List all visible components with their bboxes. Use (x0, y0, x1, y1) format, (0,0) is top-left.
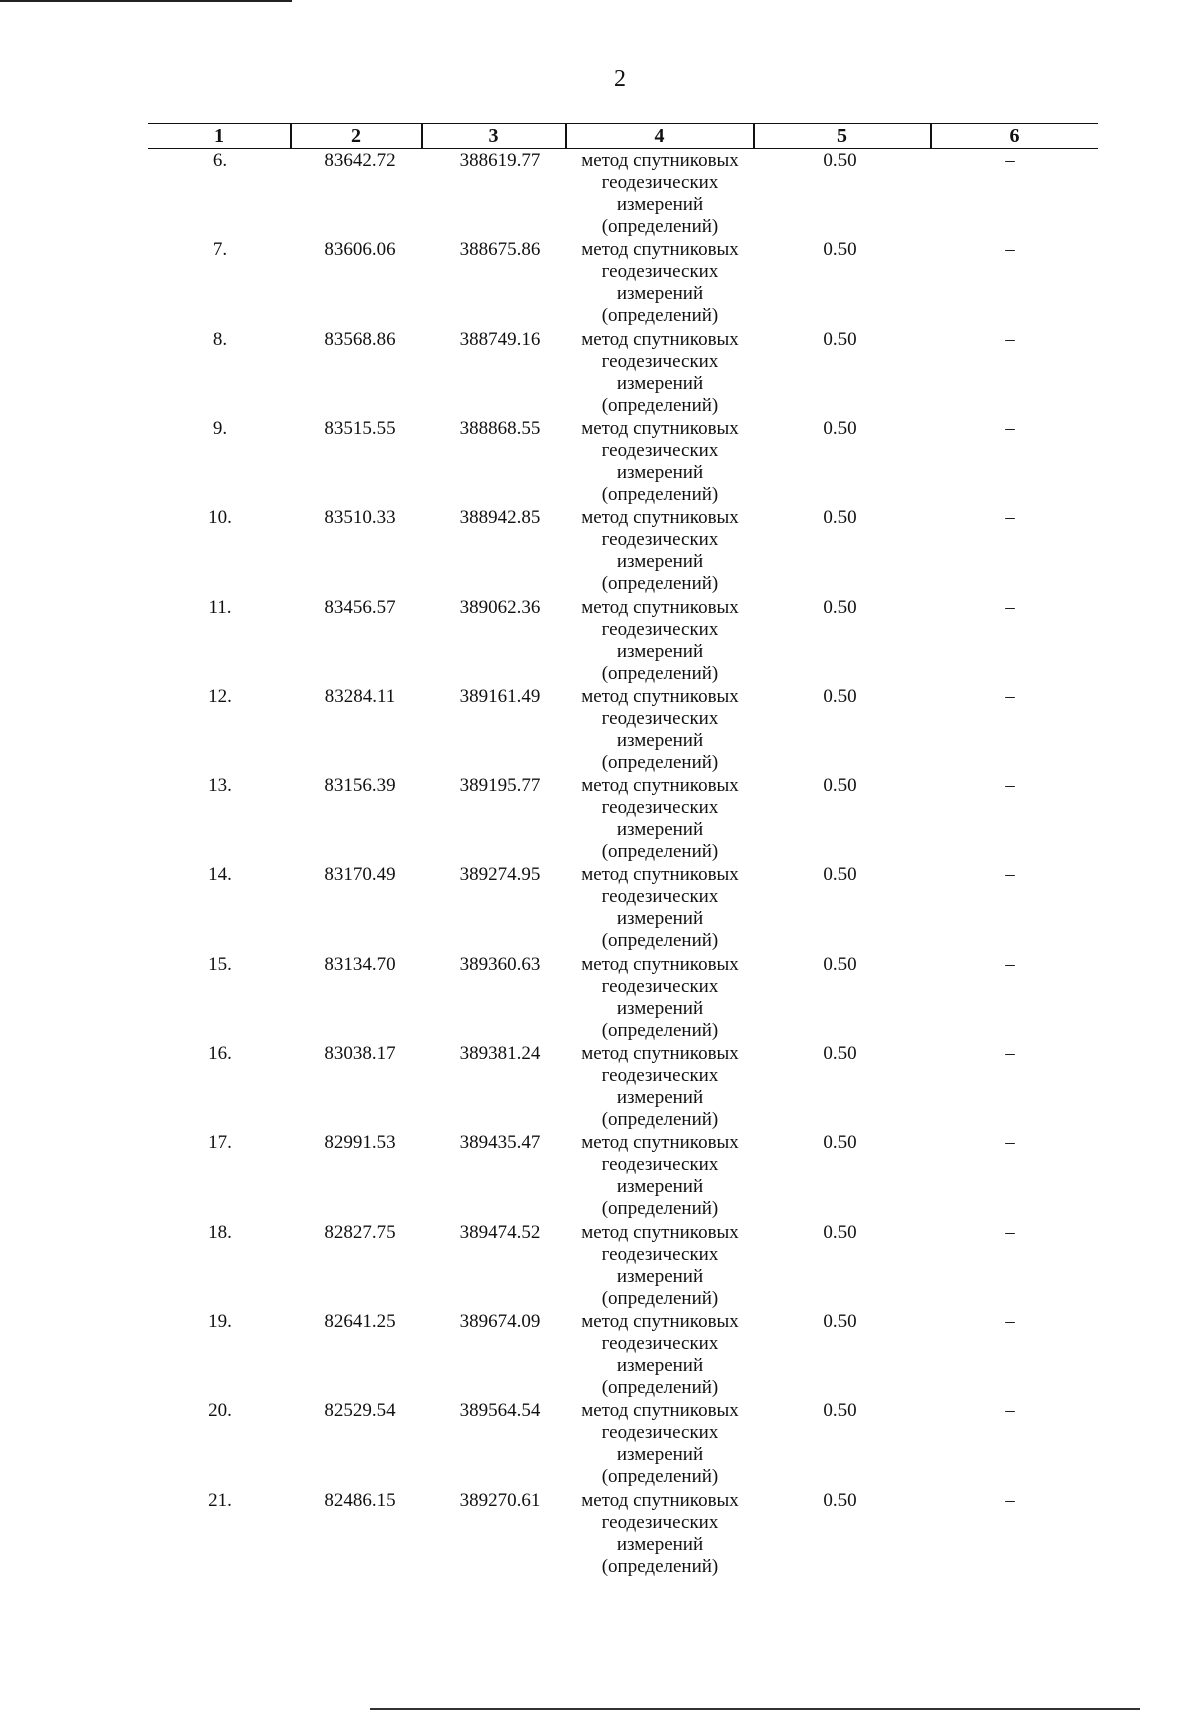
method-description (560, 1222, 760, 1310)
method-line: измерений (616, 908, 704, 929)
method-line: (определений) (601, 305, 719, 326)
method-line: (определений) (601, 1288, 719, 1309)
accuracy-value: 0.50 (823, 775, 857, 796)
method-line: геодезических (601, 261, 719, 282)
coordinate-x: 83156.39 (324, 775, 396, 796)
method-line: (определений) (601, 752, 719, 773)
method-line: (определений) (601, 573, 719, 594)
table-row (0, 416, 1200, 505)
accuracy-value: 0.50 (823, 1132, 857, 1153)
method-line: измерений (616, 373, 704, 394)
method-line: (определений) (601, 1466, 719, 1487)
coordinate-x: 82486.15 (324, 1490, 396, 1511)
coordinate-x: 83284.11 (324, 686, 396, 707)
method-line: метод спутниковых (581, 1400, 739, 1421)
method-line: метод спутниковых (581, 954, 739, 975)
scan-edge-line-top (0, 0, 292, 2)
method-line: метод спутниковых (581, 150, 739, 171)
row-number: 8. (212, 329, 228, 350)
coordinate-y: 389474.52 (459, 1222, 541, 1243)
table-row (0, 684, 1200, 773)
accuracy-value: 0.50 (823, 1043, 857, 1064)
method-line: геодезических (601, 886, 719, 907)
method-description (560, 686, 760, 774)
table-row (0, 1309, 1200, 1398)
accuracy-value: 0.50 (823, 864, 857, 885)
row-number: 12. (208, 686, 232, 707)
coordinate-x: 83510.33 (324, 507, 396, 528)
method-line: геодезических (601, 1333, 719, 1354)
coordinate-x: 83568.86 (324, 329, 396, 350)
method-line: измерений (616, 1444, 704, 1465)
accuracy-value: 0.50 (823, 1400, 857, 1421)
method-description (560, 150, 760, 238)
method-line: измерений (616, 462, 704, 483)
table-row (0, 595, 1200, 684)
method-line: метод спутниковых (581, 1132, 739, 1153)
row-number: 18. (208, 1222, 232, 1243)
coordinate-y: 388619.77 (459, 150, 541, 171)
method-line: геодезических (601, 172, 719, 193)
method-description (560, 1311, 760, 1399)
note-dash: – (1005, 1132, 1015, 1153)
method-description (560, 775, 760, 863)
method-line: метод спутниковых (581, 597, 739, 618)
note-dash: – (1005, 864, 1015, 885)
method-line: измерений (616, 1355, 704, 1376)
column-header-3: 3 (488, 125, 499, 147)
row-number: 16. (208, 1043, 232, 1064)
accuracy-value: 0.50 (823, 418, 857, 439)
method-description (560, 329, 760, 417)
column-header-6: 6 (1009, 125, 1020, 147)
accuracy-value: 0.50 (823, 686, 857, 707)
row-number: 19. (208, 1311, 232, 1332)
method-line: измерений (616, 641, 704, 662)
column-header-2: 2 (351, 125, 361, 147)
note-dash: – (1005, 1043, 1015, 1064)
note-dash: – (1005, 418, 1015, 439)
method-line: геодезических (601, 1154, 719, 1175)
method-line: геодезических (601, 529, 719, 550)
row-number: 9. (212, 418, 228, 439)
method-line: метод спутниковых (581, 418, 739, 439)
column-header-1: 1 (214, 125, 224, 147)
method-description (560, 239, 760, 327)
table-row (0, 1220, 1200, 1309)
coordinate-y: 388942.85 (459, 507, 541, 528)
method-line: (определений) (601, 1198, 719, 1219)
method-line: измерений (616, 551, 704, 572)
method-line: (определений) (601, 841, 719, 862)
table-row (0, 1041, 1200, 1130)
method-line: метод спутниковых (581, 1490, 739, 1511)
method-line: измерений (616, 1087, 704, 1108)
accuracy-value: 0.50 (823, 239, 857, 260)
method-line: (определений) (601, 663, 719, 684)
note-dash: – (1005, 507, 1015, 528)
accuracy-value: 0.50 (823, 1222, 857, 1243)
coordinate-y: 389360.63 (459, 954, 541, 975)
note-dash: – (1005, 954, 1015, 975)
row-number: 7. (212, 239, 228, 260)
coordinate-x: 82641.25 (324, 1311, 396, 1332)
coordinate-x: 83515.55 (324, 418, 396, 439)
row-number: 15. (208, 954, 232, 975)
accuracy-value: 0.50 (823, 597, 857, 618)
method-line: геодезических (601, 1422, 719, 1443)
note-dash: – (1005, 686, 1015, 707)
accuracy-value: 0.50 (823, 954, 857, 975)
table-row (0, 1130, 1200, 1219)
method-line: (определений) (601, 1556, 719, 1577)
table-header (148, 123, 1098, 149)
row-number: 21. (208, 1490, 232, 1511)
method-line: геодезических (601, 1512, 719, 1533)
row-number: 10. (208, 507, 232, 528)
table-row (0, 327, 1200, 416)
method-description (560, 1043, 760, 1131)
method-line: метод спутниковых (581, 507, 739, 528)
accuracy-value: 0.50 (823, 329, 857, 350)
method-line: измерений (616, 283, 704, 304)
method-line: метод спутниковых (581, 1222, 739, 1243)
method-line: геодезических (601, 351, 719, 372)
accuracy-value: 0.50 (823, 1490, 857, 1511)
table-row (0, 1398, 1200, 1487)
accuracy-value: 0.50 (823, 150, 857, 171)
table-row (0, 148, 1200, 237)
scan-edge-line-bottom (370, 1708, 1140, 1710)
page-number: 2 (614, 66, 626, 92)
table-row (0, 952, 1200, 1041)
method-line: измерений (616, 998, 704, 1019)
coordinate-y: 389195.77 (459, 775, 541, 796)
method-line: (определений) (601, 1020, 719, 1041)
method-line: геодезических (601, 976, 719, 997)
row-number: 14. (208, 864, 232, 885)
coordinate-x: 83170.49 (324, 864, 396, 885)
table-row (0, 773, 1200, 862)
method-description (560, 864, 760, 952)
method-line: геодезических (601, 1065, 719, 1086)
method-line: (определений) (601, 930, 719, 951)
table-row (0, 237, 1200, 326)
table-row (0, 1488, 1200, 1577)
method-line: геодезических (601, 619, 719, 640)
coordinate-y: 389161.49 (459, 686, 541, 707)
method-description (560, 597, 760, 685)
method-line: метод спутниковых (581, 329, 739, 350)
table-row (0, 862, 1200, 951)
coordinate-x: 83038.17 (324, 1043, 396, 1064)
method-line: (определений) (601, 1377, 719, 1398)
method-description (560, 1400, 760, 1488)
method-line: (определений) (601, 395, 719, 416)
note-dash: – (1005, 1311, 1015, 1332)
note-dash: – (1005, 1222, 1015, 1243)
method-line: метод спутниковых (581, 775, 739, 796)
method-line: метод спутниковых (581, 1311, 739, 1332)
note-dash: – (1005, 1400, 1015, 1421)
method-line: геодезических (601, 797, 719, 818)
note-dash: – (1005, 775, 1015, 796)
row-number: 17. (208, 1132, 232, 1153)
coordinate-y: 389274.95 (459, 864, 541, 885)
method-line: (определений) (601, 484, 719, 505)
method-description (560, 418, 760, 506)
row-number: 13. (208, 775, 232, 796)
method-line: метод спутниковых (581, 686, 739, 707)
row-number: 6. (212, 150, 228, 171)
method-line: измерений (616, 1266, 704, 1287)
note-dash: – (1005, 329, 1015, 350)
method-line: измерений (616, 1176, 704, 1197)
method-description (560, 1132, 760, 1220)
note-dash: – (1005, 150, 1015, 171)
table-row (0, 505, 1200, 594)
method-line: геодезических (601, 440, 719, 461)
coordinate-x: 82827.75 (324, 1222, 396, 1243)
method-description (560, 507, 760, 595)
method-line: (определений) (601, 216, 719, 237)
coordinate-y: 389381.24 (459, 1043, 541, 1064)
method-line: геодезических (601, 1244, 719, 1265)
method-line: измерений (616, 1534, 704, 1555)
note-dash: – (1005, 597, 1015, 618)
row-number: 11. (208, 597, 232, 618)
method-line: геодезических (601, 708, 719, 729)
method-line: метод спутниковых (581, 1043, 739, 1064)
coordinate-y: 388868.55 (459, 418, 541, 439)
method-description (560, 954, 760, 1042)
note-dash: – (1005, 1490, 1015, 1511)
coordinate-y: 389674.09 (459, 1311, 541, 1332)
coordinate-y: 389435.47 (459, 1132, 541, 1153)
coordinate-x: 83642.72 (324, 150, 396, 171)
accuracy-value: 0.50 (823, 507, 857, 528)
method-description (560, 1490, 760, 1578)
coordinate-y: 388749.16 (459, 329, 541, 350)
coordinate-x: 82529.54 (324, 1400, 396, 1421)
coordinate-y: 388675.86 (459, 239, 541, 260)
coordinate-y: 389564.54 (459, 1400, 541, 1421)
coordinate-y: 389270.61 (459, 1490, 541, 1511)
note-dash: – (1005, 239, 1015, 260)
column-header-5: 5 (837, 125, 847, 147)
method-line: (определений) (601, 1109, 719, 1130)
coordinate-x: 83134.70 (324, 954, 396, 975)
method-line: метод спутниковых (581, 864, 739, 885)
accuracy-value: 0.50 (823, 1311, 857, 1332)
method-line: измерений (616, 730, 704, 751)
coordinate-x: 83606.06 (324, 239, 396, 260)
coordinate-y: 389062.36 (459, 597, 541, 618)
method-line: метод спутниковых (581, 239, 739, 260)
coordinate-x: 83456.57 (324, 597, 396, 618)
method-line: измерений (616, 194, 704, 215)
method-line: измерений (616, 819, 704, 840)
row-number: 20. (208, 1400, 232, 1421)
coordinate-x: 82991.53 (324, 1132, 396, 1153)
column-header-4: 4 (654, 125, 665, 147)
